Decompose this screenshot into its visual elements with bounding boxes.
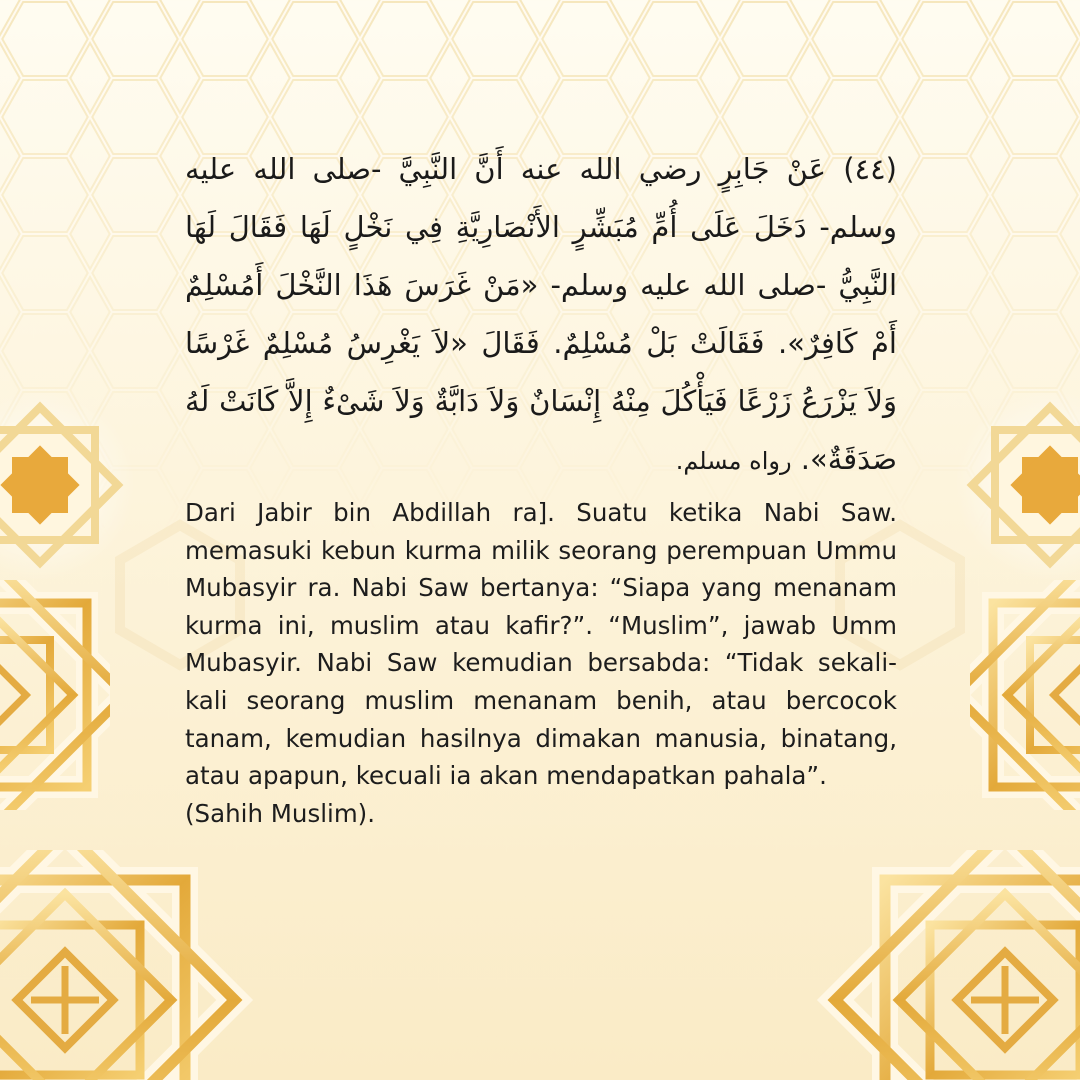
- hadith-card: [185, 140, 897, 832]
- hadith-arabic-text: [185, 140, 897, 490]
- bottom-left-corner-ornament: [0, 850, 270, 1080]
- left-side-lattice-ornament: [0, 580, 110, 810]
- arabic-hadith-source: رواه مسلم.: [675, 447, 792, 475]
- right-star-ornament: [950, 385, 1080, 585]
- arabic-hadith-body: (٤٤) عَنْ جَابِرٍ رضي الله عنه أَنَّ النَّبِيَّ -صلى الله عليه وسلم- دَخَلَ عَلَى أُمِّ مُبَشِّرٍ الأَنْصَارِيَّةِ فِي نَخْلٍ لَهَا فَقَالَ لَهَا النَّبِيُّ -صلى الله عليه وسلم- «مَنْ غَرَسَ هَذَا النَّخْلَ أَمُسْلِمٌ أَمْ كَافِرٌ». فَقَالَتْ بَلْ مُسْلِمٌ. فَقَالَ «لاَ يَغْرِسُ مُسْلِمٌ غَرْسًا وَلاَ يَزْرَعُ زَرْعًا فَيَأْكُلَ مِنْهُ إِنْسَانٌ وَلاَ دَابَّةٌ وَلاَ شَىْءٌ إِلاَّ كَانَتْ لَهُ صَدَقَةٌ».: [185, 152, 897, 476]
- translation-source: (Sahih Muslim).: [185, 798, 376, 828]
- hadith-translation: [185, 494, 897, 832]
- right-side-lattice-ornament: [970, 580, 1080, 810]
- bottom-right-corner-ornament: [800, 850, 1080, 1080]
- translation-body: Dari Jabir bin Abdillah ra]. Suatu ketika Nabi Saw. memasuki kebun kurma milik seorang perempuan Ummu Mubasyir ra. Nabi Saw bertanya: “Siapa yang menanam kurma ini, muslim atau kafir?”. “Muslim”, jawab Umm Mubasyir. Nabi Saw kemudian bersabda: “Tidak sekali-kali seorang muslim menanam benih, atau bercocok tanam, kemudian hasilnya dimakan manusia, binatang, atau apapun, kecuali ia akan mendapatkan pahala”.: [185, 498, 897, 791]
- left-star-ornament: [0, 385, 140, 585]
